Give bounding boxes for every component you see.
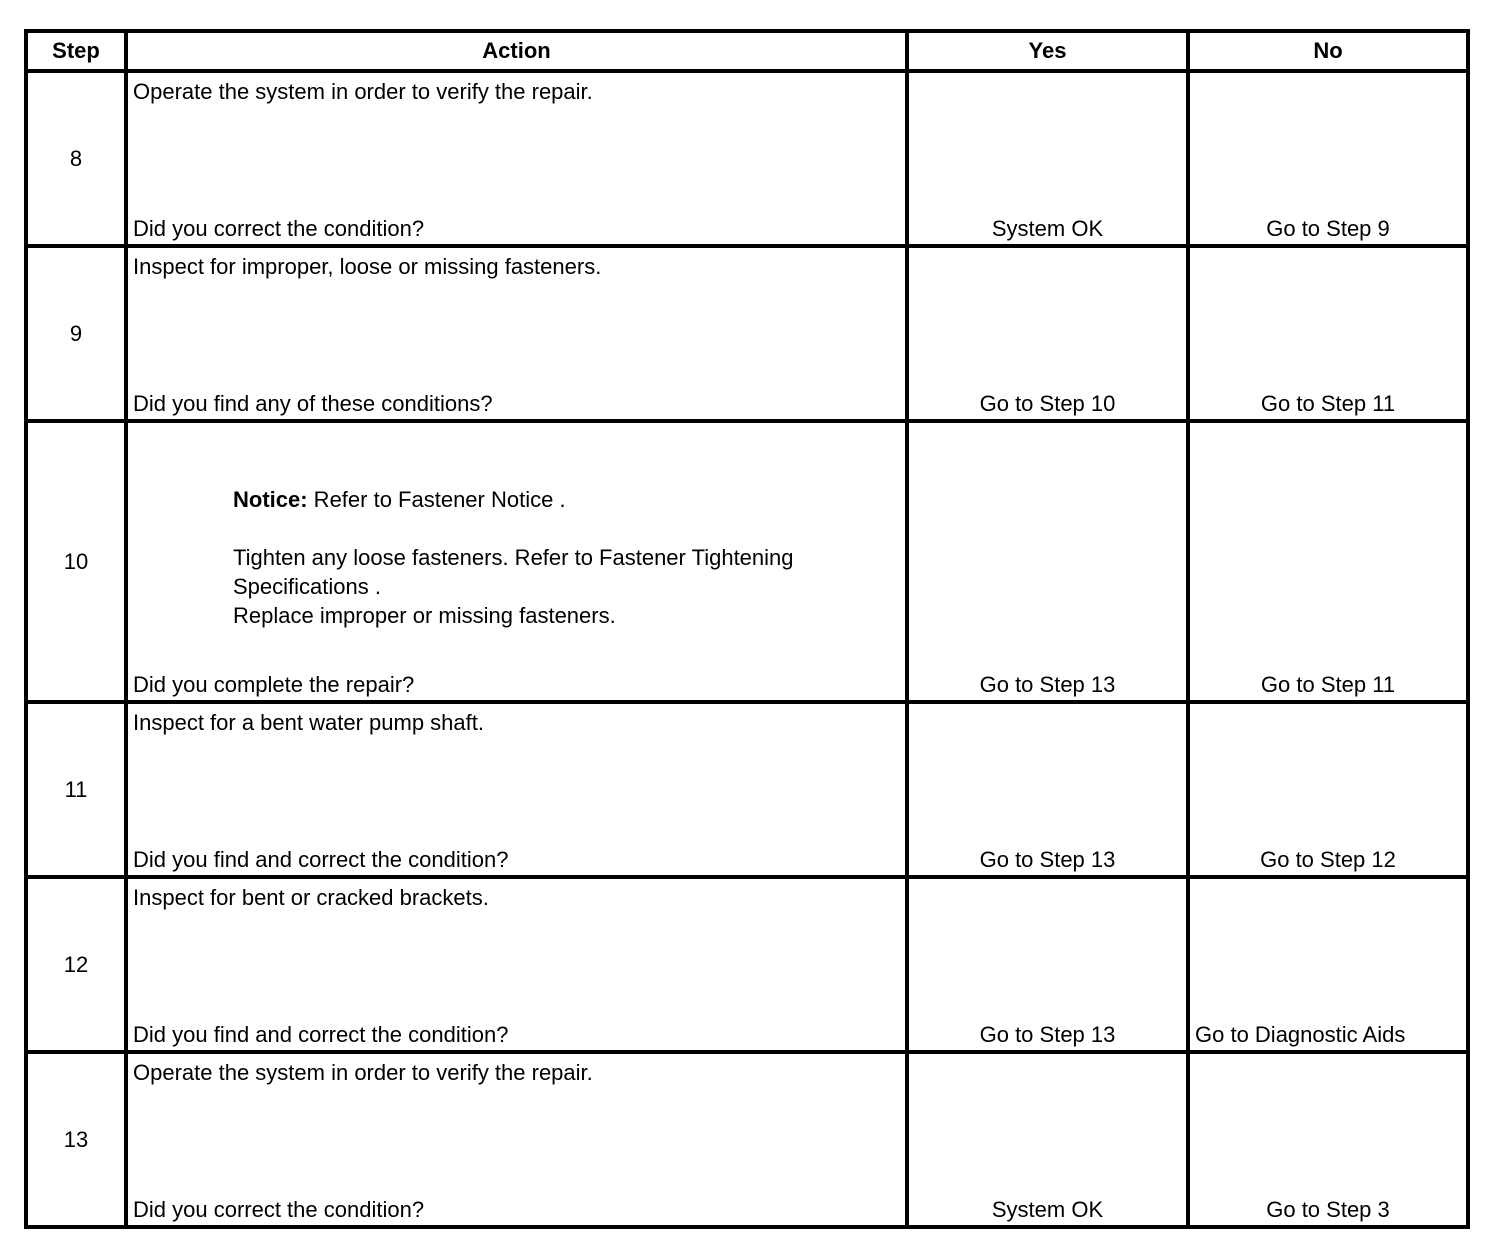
- table-row: [26, 702, 1468, 877]
- no-result: Go to Step 11: [1260, 672, 1396, 697]
- action-question: Did you complete the repair?: [133, 672, 415, 697]
- action-cell: [126, 421, 907, 702]
- no-result: Go to Step 12: [1260, 847, 1396, 872]
- action-question: Did you find and correct the condition?: [133, 1022, 509, 1047]
- replace-instruction: Replace improper or missing fasteners.: [233, 603, 616, 628]
- step-number: 12: [26, 877, 126, 1052]
- no-result: Go to Step 11: [1260, 391, 1396, 416]
- yes-result: System OK: [991, 216, 1104, 241]
- table-row: [26, 71, 1468, 246]
- table-row: [26, 421, 1468, 702]
- action-cell: [126, 1052, 907, 1227]
- notice-block: [233, 485, 893, 630]
- action-instruction: Inspect for a bent water pump shaft.: [133, 710, 484, 735]
- yes-result: Go to Step 13: [979, 1022, 1116, 1047]
- action-cell: [126, 702, 907, 877]
- header-action: Action: [126, 31, 907, 71]
- no-cell: [1188, 421, 1468, 702]
- header-no: No: [1188, 31, 1468, 71]
- yes-result: Go to Step 13: [979, 672, 1116, 697]
- table-row: [26, 1052, 1468, 1227]
- step-number: 13: [26, 1052, 126, 1227]
- notice-text: Refer to Fastener Notice .: [307, 487, 566, 512]
- no-cell: [1188, 1052, 1468, 1227]
- action-question: Did you find any of these conditions?: [133, 391, 493, 416]
- action-instruction: Inspect for bent or cracked brackets.: [133, 885, 489, 910]
- yes-cell: [907, 246, 1188, 421]
- action-instruction: Operate the system in order to verify the repair.: [133, 79, 593, 104]
- action-instruction: Inspect for improper, loose or missing fasteners.: [133, 254, 602, 279]
- no-cell: [1188, 71, 1468, 246]
- no-result: Go to Step 9: [1266, 216, 1390, 241]
- yes-result: Go to Step 13: [979, 847, 1116, 872]
- notice-label: Notice:: [233, 487, 308, 512]
- yes-result: System OK: [991, 1197, 1104, 1222]
- yes-cell: [907, 877, 1188, 1052]
- table-row: [26, 877, 1468, 1052]
- no-result: Go to Step 3: [1266, 1197, 1390, 1222]
- action-question: Did you correct the condition?: [133, 216, 425, 241]
- tighten-instruction: Tighten any loose fasteners. Refer to Fastener Tightening Specifications .: [233, 545, 794, 599]
- step-number: 10: [26, 421, 126, 702]
- action-cell: [126, 246, 907, 421]
- step-number: 9: [26, 246, 126, 421]
- table-row: [26, 246, 1468, 421]
- yes-result: Go to Step 10: [979, 391, 1116, 416]
- header-yes: Yes: [907, 31, 1188, 71]
- step-number: 11: [26, 702, 126, 877]
- action-question: Did you correct the condition?: [133, 1197, 425, 1222]
- header-row: [26, 31, 1468, 71]
- yes-cell: [907, 421, 1188, 702]
- no-cell: [1188, 702, 1468, 877]
- action-cell: [126, 71, 907, 246]
- diagnostic-table: [24, 29, 1470, 1229]
- no-cell: [1188, 246, 1468, 421]
- notice-line: [233, 485, 893, 514]
- no-result: Go to Diagnostic Aids: [1195, 1022, 1406, 1047]
- no-cell: [1188, 877, 1468, 1052]
- action-instruction: Operate the system in order to verify the repair.: [133, 1060, 593, 1085]
- step-number: 8: [26, 71, 126, 246]
- yes-cell: [907, 71, 1188, 246]
- yes-cell: [907, 702, 1188, 877]
- header-step: Step: [26, 31, 126, 71]
- action-cell: [126, 877, 907, 1052]
- yes-cell: [907, 1052, 1188, 1227]
- action-question: Did you find and correct the condition?: [133, 847, 509, 872]
